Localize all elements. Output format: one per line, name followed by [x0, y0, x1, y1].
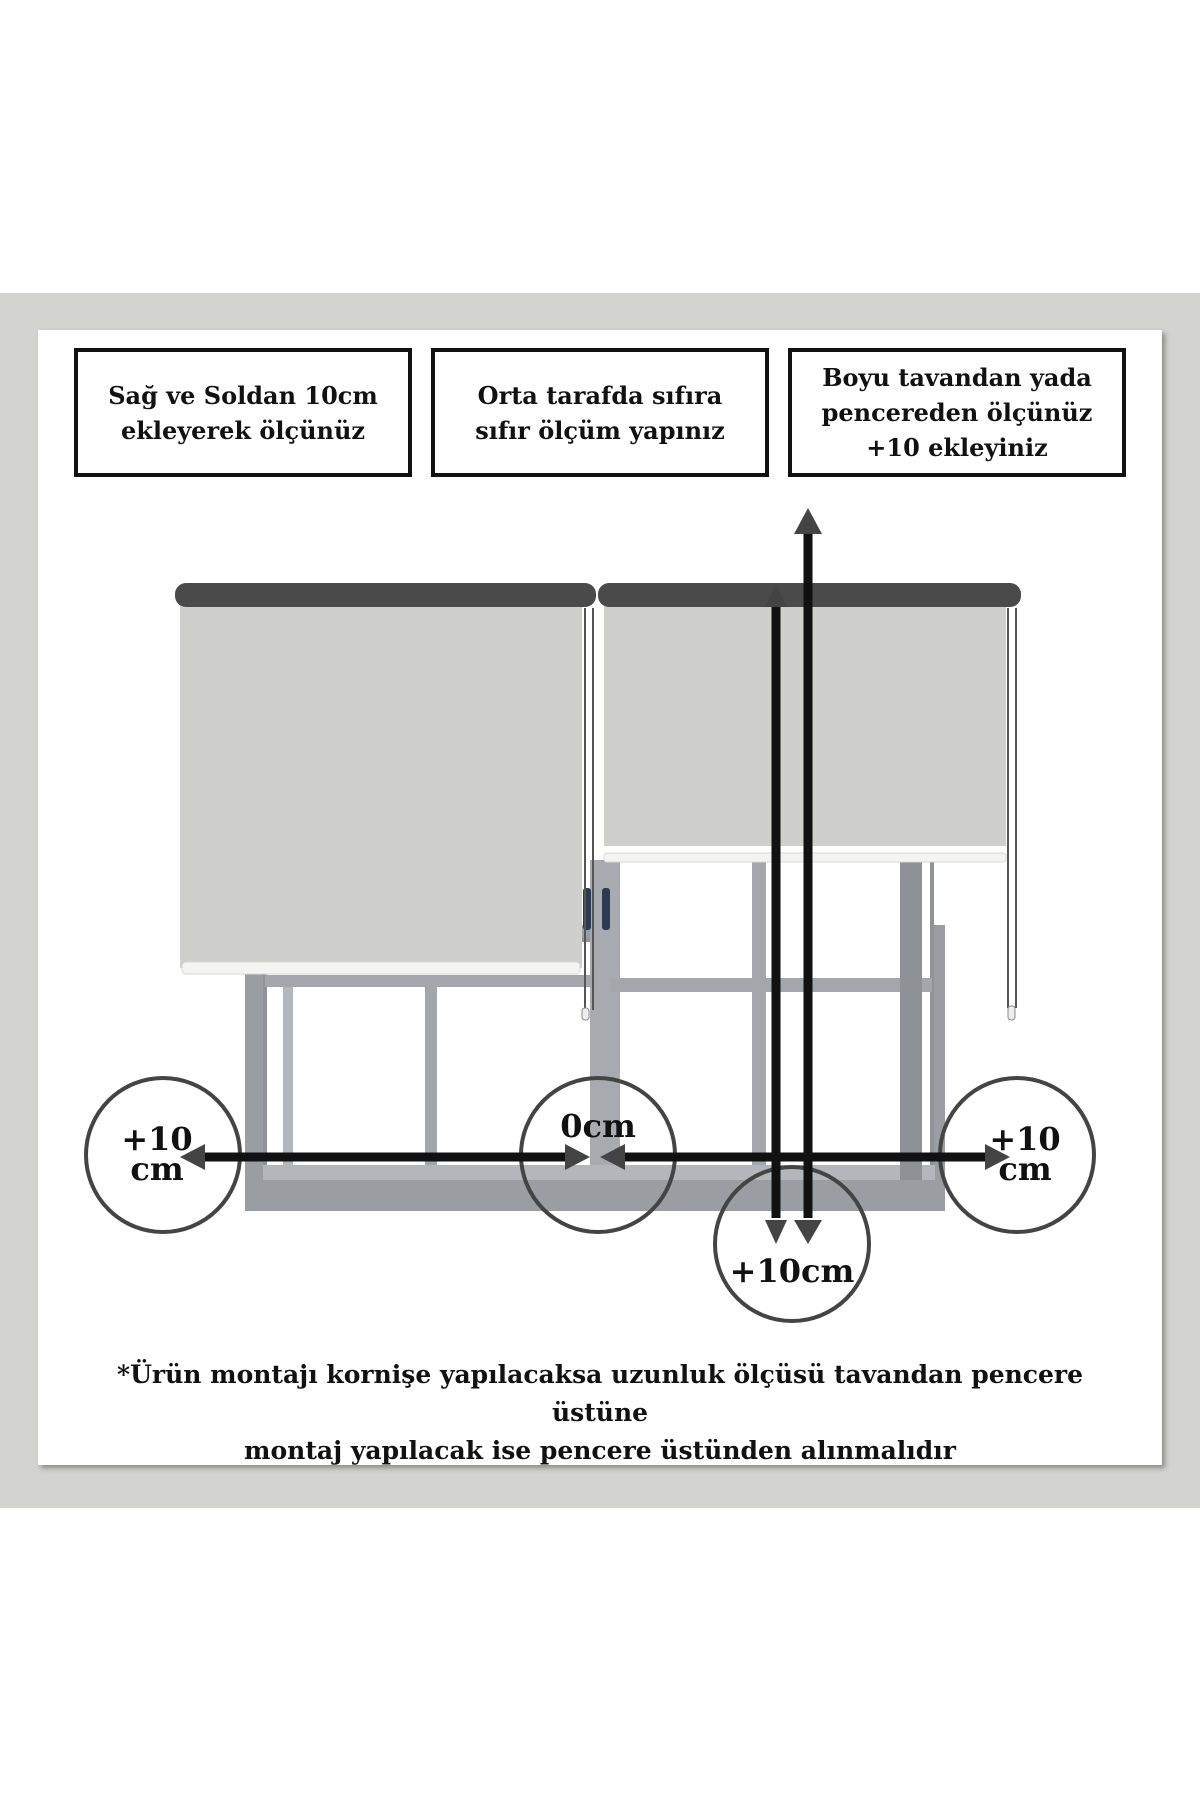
note-height-line-2: pencereden ölçünüz: [821, 398, 1093, 427]
note-width-line-1: Sağ ve Soldan 10cm: [108, 380, 378, 410]
center-marker-value: 0cm: [560, 1107, 636, 1145]
right-marker-value: +10: [989, 1120, 1061, 1158]
left-rail: [175, 583, 596, 607]
note-height-line-1: Boyu tavandan yada: [822, 363, 1092, 392]
left-roller-blind: [175, 583, 596, 1020]
footnote-line-1: *Ürün montajı kornişe yapılacaksa uzunluk ölçüsü tavandan pencere üstüne: [117, 1360, 1083, 1427]
note-center-line-1: Orta tarafda sıfıra: [477, 380, 723, 410]
note-center-line-2: sıfır ölçüm yapınız: [475, 415, 725, 445]
left-marker-value: +10: [121, 1120, 193, 1158]
left-marker-unit: cm: [130, 1150, 184, 1188]
right-marker-unit: cm: [998, 1150, 1052, 1188]
note-width-line-2: ekleyerek ölçünüz: [120, 415, 366, 445]
bottom-marker-value: +10cm: [729, 1252, 855, 1290]
footnote-line-2: montaj yapılacak ise pencere üstünden alınmalıdır: [244, 1436, 956, 1465]
note-height-line-3: +10 ekleyiniz: [866, 433, 1048, 462]
mounting-footnote: [80, 1356, 1120, 1470]
